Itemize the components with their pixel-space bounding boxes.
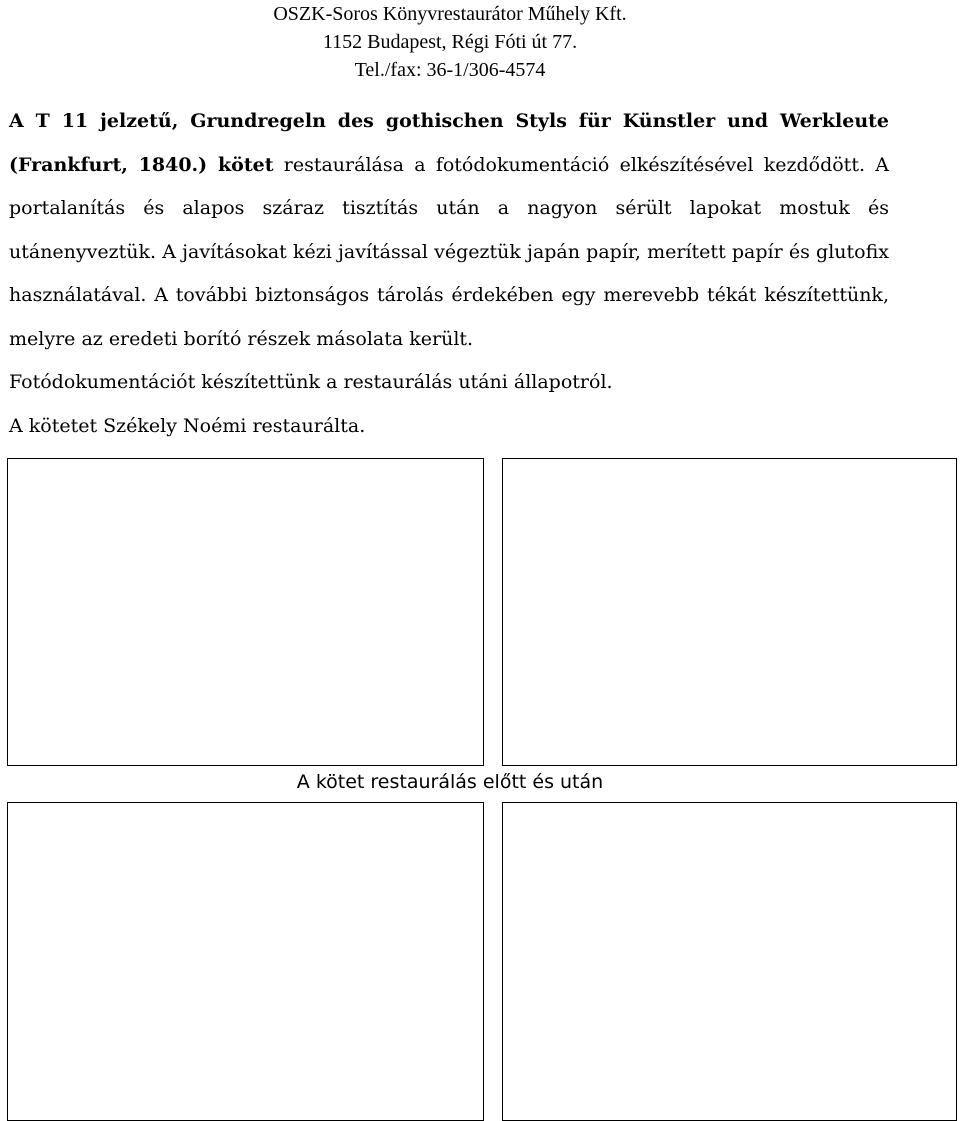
letterhead bbox=[0, 0, 900, 84]
company-address: 1152 Budapest, Régi Fóti út 77. bbox=[322, 31, 578, 53]
report-paragraph bbox=[9, 100, 889, 361]
company-name: OSZK-Soros Könyvrestaurátor Műhely Kft. bbox=[273, 3, 627, 25]
photo-after-top bbox=[502, 458, 957, 766]
company-phone: Tel./fax: 36-1/306-4574 bbox=[354, 59, 546, 81]
book-title: A T 11 jelzetű, Grundregeln des gothischen Styls für Künstler und Werkleute (Frankfurt, 1840.) kötet bbox=[9, 110, 889, 176]
restorer-credit: A kötetet Székely Noémi restaurálta. bbox=[9, 414, 366, 437]
figure-caption: A kötet restaurálás előtt és után bbox=[296, 771, 604, 793]
report-body bbox=[9, 100, 889, 448]
photo-after-bottom bbox=[502, 802, 957, 1121]
restoration-description: restaurálása a fotódokumentáció elkészítésével kezdődött. A portalanítás és alapos száraz tisztítás után a nagyon sérült lapokat mostuk és utánenyveztük. A javításokat kézi javítással végeztük japán papír, merített papír és glutofix használatával. A további biztonságos tárolás érdekében egy merevebb tékát készítettünk, melyre az eredeti borító részek másolata került. bbox=[9, 153, 889, 350]
photo-before-top bbox=[7, 458, 484, 766]
photo-documentation-note: Fotódokumentációt készítettünk a restaurálás utáni állapotról. bbox=[9, 371, 613, 393]
photo-before-bottom bbox=[7, 802, 484, 1121]
